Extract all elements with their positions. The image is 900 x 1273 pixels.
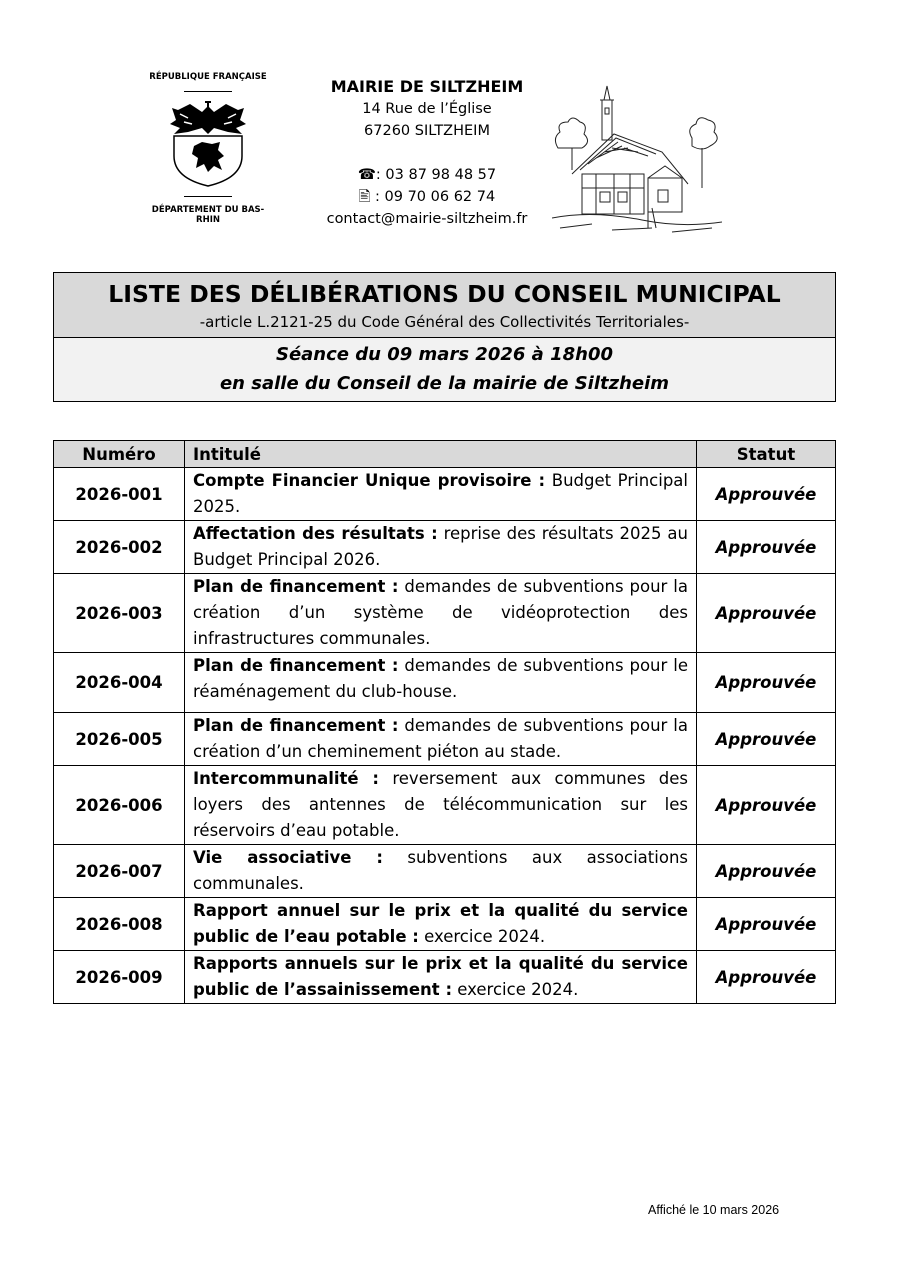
session-date: Séance du 09 mars 2026 à 18h00 [275,344,613,365]
row-title-bold: Intercommunalité : [193,769,380,788]
row-title-bold: Plan de financement : [193,656,399,675]
row-title-bold: Compte Financier Unique provisoire : [193,471,546,490]
deliberations-table [53,440,836,1004]
row-title-text: exercice 2024. [452,980,579,999]
legal-reference: -article L.2121-25 du Code Général des Collectivités Territoriales- [199,313,690,331]
document-title-box [53,272,836,402]
row-title [185,951,697,1004]
mairie-contact [300,76,554,230]
title-header [54,273,835,338]
row-status: Approuvée [697,521,836,574]
row-title [185,574,697,653]
republic-label: RÉPUBLIQUE FRANÇAISE [149,72,267,82]
mairie-name: MAIRIE DE SILTZHEIM [330,77,524,96]
row-status: Approuvée [697,951,836,1004]
table-row [54,713,836,766]
table-row [54,521,836,574]
row-status: Approuvée [697,468,836,521]
header-numero: Numéro [54,441,185,468]
session-location: en salle du Conseil de la mairie de Siltzheim [219,373,670,394]
row-status: Approuvée [697,574,836,653]
row-title-bold: Rapport annuel sur le prix et la qualité du service public de l’eau potable : [193,901,688,946]
row-title [185,898,697,951]
coat-of-arms-icon [168,98,248,188]
table-row [54,653,836,713]
row-number: 2026-008 [54,898,185,951]
row-title [185,766,697,845]
row-title-text: demandes de subventions pour la création d’un système de vidéoprotection des infrastructures communales. [193,577,688,648]
row-number: 2026-004 [54,653,185,713]
row-status: Approuvée [697,713,836,766]
mairie-email: contact@mairie-siltzheim.fr [326,211,528,227]
row-number: 2026-003 [54,574,185,653]
row-title-text: reprise des résultats 2025 au Budget Principal 2026. [193,524,688,569]
row-title-text: exercice 2024. [418,927,546,946]
row-title-bold: Plan de financement : [193,716,399,735]
row-title-text: subventions aux associations communales. [193,848,688,893]
row-title-bold: Rapports annuels sur le prix et la qualité du service public de l’assainissement : [193,954,688,999]
page-title: LISTE DES DÉLIBÉRATIONS DU CONSEIL MUNICIPAL [108,280,781,308]
row-title-text: demandes de subventions pour la création d’un cheminement piéton au stade. [193,716,688,761]
row-title [185,653,697,713]
header-statut: Statut [697,441,836,468]
department-label: DÉPARTEMENT DU BAS-RHIN [151,205,265,225]
mairie-city: 67260 SILTZHEIM [364,123,490,139]
row-status: Approuvée [697,898,836,951]
republic-header [140,72,276,225]
row-number: 2026-009 [54,951,185,1004]
row-status: Approuvée [697,766,836,845]
row-title [185,521,697,574]
mairie-phone: ☎: 03 87 98 48 57 [357,167,497,183]
divider [184,196,232,197]
table-row [54,766,836,845]
row-title-text: demandes de subventions pour le réaménagement du club-house. [193,656,688,701]
row-title-text: reversement aux communes des loyers des antennes de télécommunication sur les réservoirs d’eau potable. [193,769,689,840]
header-intitule: Intitulé [185,441,697,468]
divider [184,91,232,92]
row-number: 2026-007 [54,845,185,898]
row-title-text: Budget Principal 2025. [193,471,688,516]
row-title-bold: Plan de financement : [193,577,399,596]
row-number: 2026-001 [54,468,185,521]
row-title-bold: Vie associative : [193,848,383,867]
table-row [54,845,836,898]
row-title [185,845,697,898]
table-row [54,468,836,521]
posted-date: Affiché le 10 mars 2026 [648,1203,780,1217]
row-number: 2026-005 [54,713,185,766]
mairie-fax: 🖹 : 09 70 06 62 74 [358,189,496,205]
table-row [54,898,836,951]
row-number: 2026-006 [54,766,185,845]
row-title [185,468,697,521]
row-status: Approuvée [697,653,836,713]
mairie-street: 14 Rue de l’Église [362,101,492,117]
table-row [54,574,836,653]
village-drawing-icon [552,78,722,238]
row-status: Approuvée [697,845,836,898]
row-number: 2026-002 [54,521,185,574]
row-title [185,713,697,766]
table-row [54,951,836,1004]
session-info [54,338,835,401]
row-title-bold: Affectation des résultats : [193,524,438,543]
table-header-row [54,441,836,468]
